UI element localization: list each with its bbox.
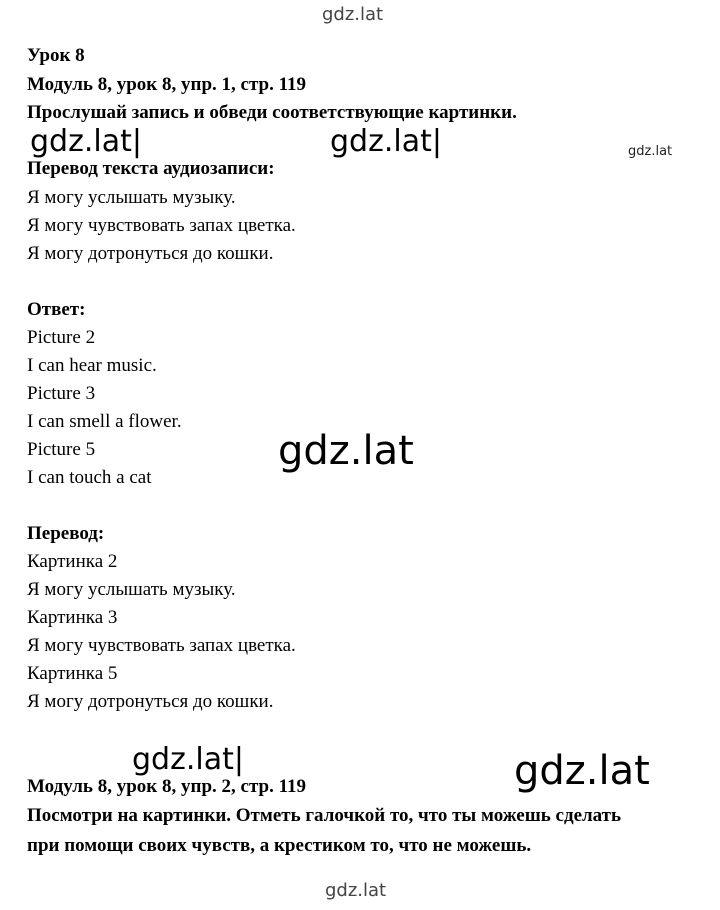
answer-line: Picture 5 — [27, 439, 96, 460]
watermark: gdz.lat — [322, 4, 384, 25]
audio-line: Я могу услышать музыку. — [27, 187, 236, 208]
watermark: gdz.lat — [325, 880, 387, 901]
audio-heading: Перевод текста аудиозаписи: — [27, 158, 275, 179]
audio-line: Я могу чувствовать запах цветка. — [27, 215, 296, 236]
translation-line: Я могу дотронуться до кошки. — [27, 691, 274, 712]
watermark: gdz.lat — [628, 144, 673, 159]
answer-heading: Ответ: — [27, 299, 86, 320]
exercise-task-line: при помощи своих чувств, а крестиком то, что не можешь. — [27, 835, 532, 856]
exercise-task-line: Посмотри на картинки. Отметь галочкой то, что ты можешь сделать — [27, 805, 622, 826]
exercise-task: Прослушай запись и обведи соответствующие картинки. — [27, 102, 517, 123]
translation-line: Картинка 2 — [27, 551, 118, 572]
answer-line: I can smell a flower. — [27, 411, 182, 432]
translation-line: Картинка 3 — [27, 607, 118, 628]
translation-heading: Перевод: — [27, 523, 105, 544]
answer-line: Picture 2 — [27, 327, 96, 348]
watermark: gdz.lat| — [330, 124, 442, 159]
answer-line: Picture 3 — [27, 383, 96, 404]
exercise-heading: Модуль 8, урок 8, упр. 1, стр. 119 — [27, 74, 307, 95]
translation-line: Картинка 5 — [27, 663, 118, 684]
audio-line: Я могу дотронуться до кошки. — [27, 243, 274, 264]
exercise-heading: Модуль 8, урок 8, упр. 2, стр. 119 — [27, 776, 307, 797]
watermark: gdz.lat| — [132, 742, 244, 777]
watermark: gdz.lat| — [30, 124, 142, 159]
watermark: gdz.lat — [514, 748, 650, 794]
answer-line: I can hear music. — [27, 355, 157, 376]
answer-line: I can touch a cat — [27, 467, 152, 488]
translation-line: Я могу услышать музыку. — [27, 579, 236, 600]
lesson-title: Урок 8 — [27, 45, 85, 66]
watermark: gdz.lat — [278, 428, 414, 474]
translation-line: Я могу чувствовать запах цветка. — [27, 635, 296, 656]
